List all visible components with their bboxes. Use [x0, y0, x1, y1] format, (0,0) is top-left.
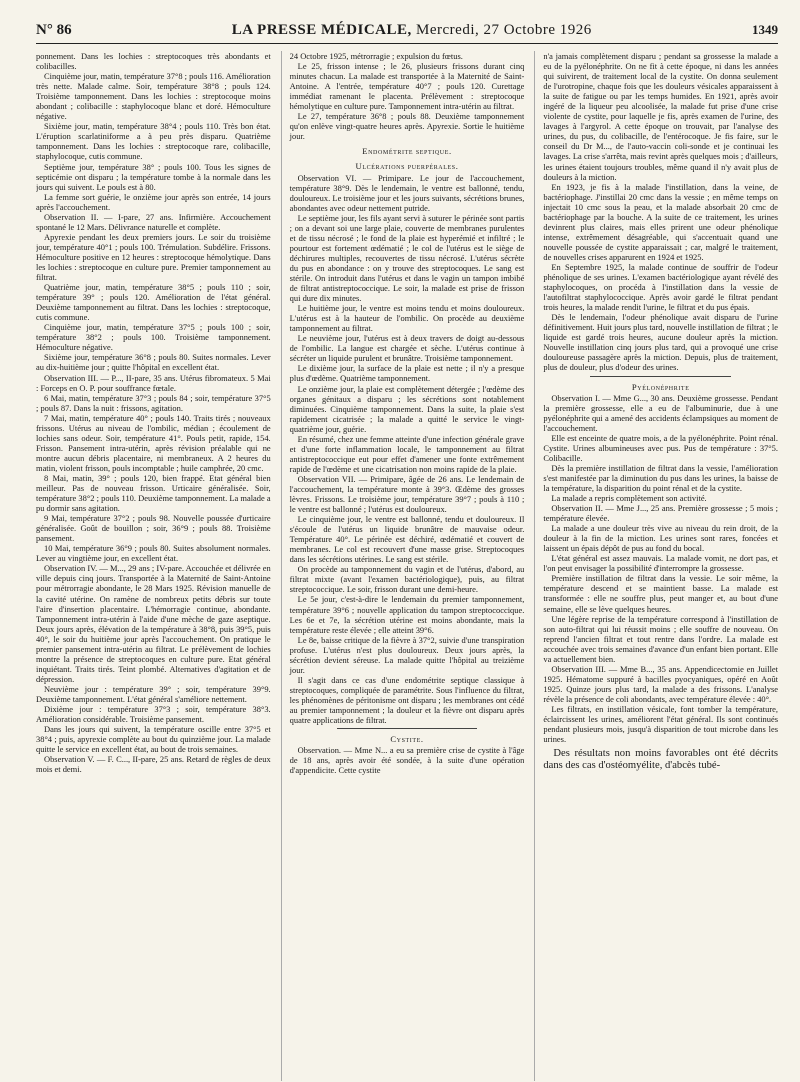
paragraph: Dès la première instillation de filtrat dans la vessie, l'amélioration s'est manifestée par la diminution du pus dans les urines, la baisse de la température, la disparition du point rénal et de la cystite.	[543, 462, 779, 493]
paragraph: 9 Mai, température 37°2 ; pouls 98. Nouvelle poussée d'urticaire généralisée. Goût de bouillon ; soir, 36°9 ; pouls 88. Troisième pansement.	[36, 513, 271, 544]
paragraph: L'état général est assez mauvais. La malade vomit, ne dort pas, et l'on peut envisager la possibilité d'interrompre la grossesse.	[543, 553, 779, 574]
paragraph: 24 Octobre 1925, métrorragie ; expulsion du fœtus.	[289, 51, 463, 61]
paragraph: Observation VII. — Primipare, âgée de 26 ans. Le lendemain de l'accouchement, la température monte à 39°3. Œdème des grosses lèvres. Frissons. Le troisième jour, température 39°7 ; pouls à 110 ; le ventre est ballonné ; l'utérus est douloureux.	[289, 473, 525, 515]
paragraph: Le onzième jour, la plaie est complètement détergée ; l'œdème des organes génitaux a disparu ; les sécrétions sont notablement diminuées. Cinquième tamponnement. Dans la suite, la plaie s'est rapidement cicatrisée ; la malade a quitté le service le vingt-quatrième jour, guérie.	[289, 383, 525, 434]
paragraph: Le 8e, baisse critique de la fièvre à 37°2, suivie d'une transpiration profuse. L'utérus n'est plus douloureux. Deux jours après, la sécrétion devient séreuse. La malade quitte l'hôpital au treizième jour.	[289, 634, 525, 675]
journal-masthead	[232, 22, 592, 39]
paragraph: Observation II. — Mme J..., 25 ans. Première grossesse ; 5 mois ; température élevée.	[543, 503, 779, 524]
section-title-endometrite: Endométrite septique.	[362, 146, 452, 157]
issue-date: Mercredi, 27 Octobre 1926	[416, 22, 592, 38]
paragraph: 10 Mai, température 36°9 ; pouls 80. Suites absolument normales. Lever au vingtième jour, en excellent état.	[36, 543, 271, 564]
paragraph: Le septième jour, les fils ayant servi à suturer le périnée sont partis ; on a devant soi une large plaie, couverte de membranes purulentes et de tissu nécrosé ; le fond de la plaie est hyperémié et infiltré ; le pourtour est fortement œdématié ; le col de l'utérus est le siège de déchirures multiples, recouvertes de tissu nécrosé. L'utérus sécrète du pus en abondance : on y trouve des streptocoques. Le sang est stérile. On introduit dans l'utérus et dans le vagin un tampon imbibé de filtrat antistreptococcique. Le soir, la malade est prise de frisson qui dure dix minutes.	[289, 212, 525, 304]
paragraph: Le huitième jour, le ventre est moins tendu et moins douloureux. L'utérus est à la hauteur de l'ombilic. On procède au deuxième tamponnement au filtrat.	[289, 303, 525, 334]
paragraph: Sixième jour, température 36°8 ; pouls 80. Suites normales. Lever au dix-huitième jour ; quitte l'hôpital en excellent état.	[36, 352, 271, 373]
paragraph: Neuvième jour : température 39° ; soir, température 39°9. Deuxième tamponnement. L'état général s'améliore nettement.	[36, 683, 271, 704]
paragraph: En résumé, chez une femme atteinte d'une infection générale grave et d'une forte inflammation locale, le tamponnement au filtrat antistreptococcique eut pour effet d'amener une fonte extrêmement rapide de l'œdème et une cicatrisation non moins rapide de la plaie.	[289, 433, 525, 474]
column-right	[534, 51, 778, 1081]
paragraph: Cinquième jour, matin, température 37°5 ; pouls 100 ; soir, température 38°2 ; pouls 100. Troisième tamponnement. Hémoculture négative.	[36, 322, 271, 353]
closing-paragraph: Des résultats non moins favorables ont été décrits dans des cas d'ostéomyélite, d'abcès tubé-	[543, 748, 779, 772]
paragraph: Le neuvième jour, l'utérus est à deux travers de doigt au-dessous de l'ombilic. La langue est chargée et sèche. L'utérus continue à sécréter un liquide purulent et brunâtre. Troisième tamponnement.	[289, 333, 525, 364]
paragraph: Observation IV. — M..., 29 ans ; IV-pare. Accouchée et délivrée en ville depuis cinq jours. Transportée à la Maternité de Saint-Antoine pour métrorragie abondante, le 28 Mars 1925. Révision manuelle de la cavité utérine. On ramène de nombreux petits débris sur toute l'aire d'insertion placentaire. L'hémorragie continue, abondante. Tamponnement intra-utérin à l'aide d'une mèche de gaze aseptique. Deux jours après, élévation de la température à 38°8, puis 39°5, puis 40°, le soir du huitième jour après l'accouchement. On pratique le premier pansement intra-utérin au filtrat. Le prélèvement de lochies montre la présence de streptocoques en culture pure. Etat général inquiétant. Traits tirés. Teint plombé. Alternatives d'agitation et de dépression.	[36, 563, 271, 684]
paragraph: Le 25, frisson intense ; le 26, plusieurs frissons durant cinq minutes chacun. La malade est transportée à la Maternité de Saint-Antoine. A l'entrée, température 40°7 ; pouls 120. Curettage immédiat ramenant le placenta. Prélèvement : streptocoque hémolytique en culture pure. Tamponnement intra-utérin au filtrat.	[289, 61, 525, 112]
paragraph: La malade a repris complètement son activité.	[551, 493, 707, 504]
issue-number: N° 86	[36, 22, 72, 38]
paragraph: En 1923, je fis à la malade l'instillation, dans la veine, de bactériophage. J'instillai 20 cmc dans la vessie ; en même temps on injectait 10 cmc sous la peau, et la malade absorbait 20 cmc de bactériophage par la bouche. A la suite de ce traitement, les urines devinrent plus claires, mais elles prirent une odeur phénolique intense, extrêmement désagréable, qui s'accentuait quand une nouvelle poussée de cystite apparaissait ; car, malgré le traitement, de nouvelles crises apparurent en 1924 et 1925.	[543, 181, 779, 262]
section-divider	[590, 376, 731, 377]
paragraph: Une légère reprise de la température correspond à l'instillation de son auto-filtrat qui lui réussit moins ; elle souffre de nouveau. On reprend l'ancien filtrat et tout rentre dans l'ordre. La malade est accouchée avec trois semaines d'avance d'un enfant bien portant. Elle va actuellement bien.	[543, 613, 779, 664]
paragraph: 6 Mai, matin, température 37°3 ; pouls 84 ; soir, température 37°5 ; pouls 87. Dans la nuit : frissons, agitation.	[36, 392, 271, 413]
paragraph: Le 27, température 36°8 ; pouls 88. Deuxième tamponnement qu'on enlève vingt-quatre heures après. Apyrexie. Sortie le huitième jour.	[289, 111, 525, 142]
paragraph: ponnement. Dans les lochies : streptocoques très abondants et colibacilles.	[36, 51, 271, 72]
paragraph: Quatrième jour, matin, température 38°5 ; pouls 110 ; soir, température 39° ; pouls 120. Amélioration de l'état général. Deuxième tamponnement au filtrat. Dans les lochies : streptocoque, cutis commune.	[36, 282, 271, 323]
paragraph: Observation VI. — Primipare. Le jour de l'accouchement, température 38°9. Dès le lendemain, le ventre est ballonné, tendu, douloureux. Le troisième jour et les jours suivants, sécrétions brunes, abondantes avec odeur nettement putride.	[289, 172, 525, 213]
paragraph: Il s'agit dans ce cas d'une endométrite septique classique à streptocoques, compliquée de paramétrite. Sous l'influence du filtrat, les phénomènes de péritonisme ont disparu ; les membranes ont cédé au premier tamponnement ; la douleur et la fièvre ont disparu après quatre applications de filtrat.	[289, 674, 525, 726]
paragraph: Apyrexie pendant les deux premiers jours. Le soir du troisième jour, température 40°1 ; pouls 100. Trémulation. Subdélire. Frissons. Hémoculture positive en 12 heures : streptocoque hémolytique. Dans les lochies : streptocoque en culture pure. Premier tamponnement au filtrat.	[36, 231, 271, 283]
section-title-pyelonephrite: Pyélonéphrite	[631, 381, 690, 392]
paragraph: Le 5e jour, c'est-à-dire le lendemain du premier tamponnement, température 39°6 ; nouvelle application du tampon streptococcique. Les 6e et 7e, la sécrétion utérine est moins abondante, mais la température reste élevée ; elle atteint 39°6.	[289, 594, 525, 635]
paragraph: 8 Mai, matin, 39° ; pouls 120, bien frappé. Etat général bien meilleur. Pas de nouveau frisson. Urticaire généralisée. Soir, température 38°2 ; pouls 110. Deuxième tamponnement. La malade a pu dormir sans agitation.	[36, 472, 271, 514]
article-columns	[36, 51, 778, 1081]
paragraph: Observation. — Mme N... a eu sa première crise de cystite à l'âge de 18 ans, après avoir été sondée, à la suite d'une opération d'appendicite. Cette cystite	[289, 745, 525, 776]
paragraph: Le cinquième jour, le ventre est ballonné, tendu et douloureux. Il s'écoule de l'utérus un liquide brunâtre de mauvaise odeur. Température 40°. Le périnée est déchiré, œdématié et couvert de membranes. Le col est recouvert d'une masse grise. Streptocoques dans les sécrétions utérines. Le sang est stérile.	[289, 514, 525, 565]
paragraph: La malade a une douleur très vive au niveau du rein droit, de la douleur à la fin de la miction. Les urines sont rares, foncées et laissent un épais dépôt de pus au fond du bocal.	[543, 523, 779, 554]
journal-title: LA PRESSE MÉDICALE,	[231, 22, 412, 38]
paragraph: Le dixième jour, la surface de la plaie est nette ; il n'y a presque plus d'œdème. Quatrième tamponnement.	[289, 363, 525, 384]
paragraph: Dès le lendemain, l'odeur phénolique avait disparu de l'urine définitivement. Huit jours plus tard, nouvelle instillation de filtrat ; le liquide est gardé trois heures, aucune douleur après la miction. Nouvelle instillation cinq jours plus tard, qui a provoqué une crise douloureuse passagère après la miction. Depuis, plus de traitement, plus de douleur, plus d'odeur des urines.	[543, 312, 779, 373]
paragraph: La femme sort guérie, le onzième jour après son entrée, 14 jours après l'accouchement.	[36, 191, 271, 212]
paragraph: Dixième jour : température 37°3 ; soir, température 38°3. Amélioration considérable. Troisième pansement.	[36, 704, 271, 725]
paragraph: En Septembre 1925, la malade continue de souffrir de l'odeur phénolique de ses urines. L'examen bactériologique ayant révélé des staphylocoques, on procéda à l'instillation dans la vessie de l'autofiltrat staphylococcique. Après avoir gardé le filtrat pendant trois heures, la malade rendit l'urine, le filtrat et du pus épais.	[543, 261, 779, 313]
paragraph: 7 Mai, matin, température 40° ; pouls 140. Traits tirés ; nouveaux frissons. Utérus au niveau de l'ombilic, médian ; écoulement de lochies sans odeur. Soir, température 41°. Pouls petit, rapide, 154. Frisson. Pansement intra-utérin, après révision préalable qui ne montre aucun débris placentaire, ni membraneux. A 2 heures du matin, violent frisson, pouls incomptable ; huile camphrée, 20 cmc.	[36, 412, 271, 473]
cases-continued	[290, 51, 525, 141]
paragraph: n'a jamais complètement disparu ; pendant sa grossesse la malade a eu de la pyélonéphrite. On ne fit à cette époque, ni dans les années qui suivirent, de traitement local de la cystite. On donna seulement de l'urotropine, chaque fois que les douleurs vésicales apparaissent à la suite de fatigue ou par les temps humides. En 1921, après avoir ingéré de la liqueur peu alcoolisée, la malade fut prise d'une crise violente de cystite, pour laquelle je fis, après examen de l'urine, des lavages à l'argyrol. A cette époque on trouvait, par l'analyse des urines, du pus, du colibacille, de l'entérocoque. Je fis faire, sur le conseil du Dr M..., de l'auto-vaccin coli-sonde et je continuai les lavages. La crise s'arrêta, mais revint après quelques mois ; d'ailleurs, les urines étaient toujours troubles, même quand il n'y avait plus de douleurs à la miction.	[543, 51, 779, 182]
paragraph: Sixième jour, matin, température 38°4 ; pouls 110. Très bon état. L'éruption scarlatiniforme a à peu près disparu. Quatrième tamponnement. Dans les lochies : streptocoque rare, colibacille, staphylocoque, cutis commune.	[36, 121, 271, 162]
paragraph: Observation III. — Mme B..., 35 ans. Appendicectomie en Juillet 1925. Hématome suppuré à bacilles pyocyaniques, opéré en Août 1925. Quinze jours plus tard, la malade a des frissons. L'analyse révèle la présence de coli abondants, avec température élevée : 40°.	[543, 663, 779, 704]
paragraph: Dans les jours qui suivent, la température oscille entre 37°5 et 38°4 ; puis, apyrexie complète au bout du quinzième jour. La malade quitte le service en excellent état, au bout de trois semaines.	[36, 724, 271, 755]
column-left	[36, 51, 271, 1081]
paragraph: On procède au tamponnement du vagin et de l'utérus, d'abord, au filtrat mixte (avant l'examen bactériologique), puis, au filtrat streptococcique. Le soir, frisson durant une demi-heure.	[289, 564, 525, 595]
section-title-cystite: Cystite.	[390, 734, 424, 745]
paragraph: Observation III. — P..., II-pare, 35 ans. Utérus fibromateux. 5 Mai : Forceps en O. P. pour souffrance fœtale.	[36, 372, 271, 393]
endometrite-cases	[290, 173, 525, 726]
section-divider	[337, 728, 478, 729]
column-middle	[281, 51, 525, 1081]
pyelonephrite-cases	[543, 393, 778, 745]
page-number: 1349	[752, 22, 778, 37]
paragraph: Les filtrats, en instillation vésicale, font tomber la température, éclaircissent les urines, améliorent l'état général. Ils sont continués pendant plusieurs mois, jusqu'à disparition de tout microbe dans les urines.	[543, 704, 779, 745]
paragraph: Septième jour, température 38° ; pouls 100. Tous les signes de septicémie ont disparu ; la température tombe à la normale dans les jours qui suivent. Le pouls est à 80.	[36, 161, 271, 192]
paragraph: Première instillation de filtrat dans la vessie. Le soir même, la température descend et se maintient basse. La malade est transformée : elle ne souffre plus, peut manger et, au bout d'une semaine, elle se lève quelques heures.	[543, 573, 779, 614]
paragraph: Elle est enceinte de quatre mois, a de la pyélonéphrite. Point rénal. Cystite. Urines albumineuses avec pus. Pus de température : 37°5. Colibacille.	[543, 432, 779, 463]
cystite-case	[290, 745, 525, 775]
paragraph: Observation V. — F. C..., II-pare, 25 ans. Retard de règles de deux mois et demi.	[36, 754, 271, 775]
section-subtitle-ulcerations: Ulcérations puerpérales.	[355, 161, 459, 172]
paragraph: Cinquième jour, matin, température 37°8 ; pouls 116. Amélioration très nette. Malade calme. Soir, température 38°8 ; pouls 124. Troisième tamponnement. Dans les lochies : streptocoque moins abondant ; colibacille : staphylocoque blanc et doré. Hémoculture négative.	[36, 71, 271, 122]
cystite-case-continued	[543, 51, 778, 373]
page-header	[36, 22, 778, 44]
paragraph: Observation I. — Mme G..., 30 ans. Deuxième grossesse. Pendant la première grossesse, elle a eu de l'albuminurie, due à une pyélonéphrite qui a amené des accidents éclampsiques au moment de l'accouchement.	[543, 392, 779, 433]
paragraph: Observation II. — I-pare, 27 ans. Infirmière. Accouchement spontané le 12 Mars. Délivrance naturelle et complète.	[36, 211, 271, 232]
